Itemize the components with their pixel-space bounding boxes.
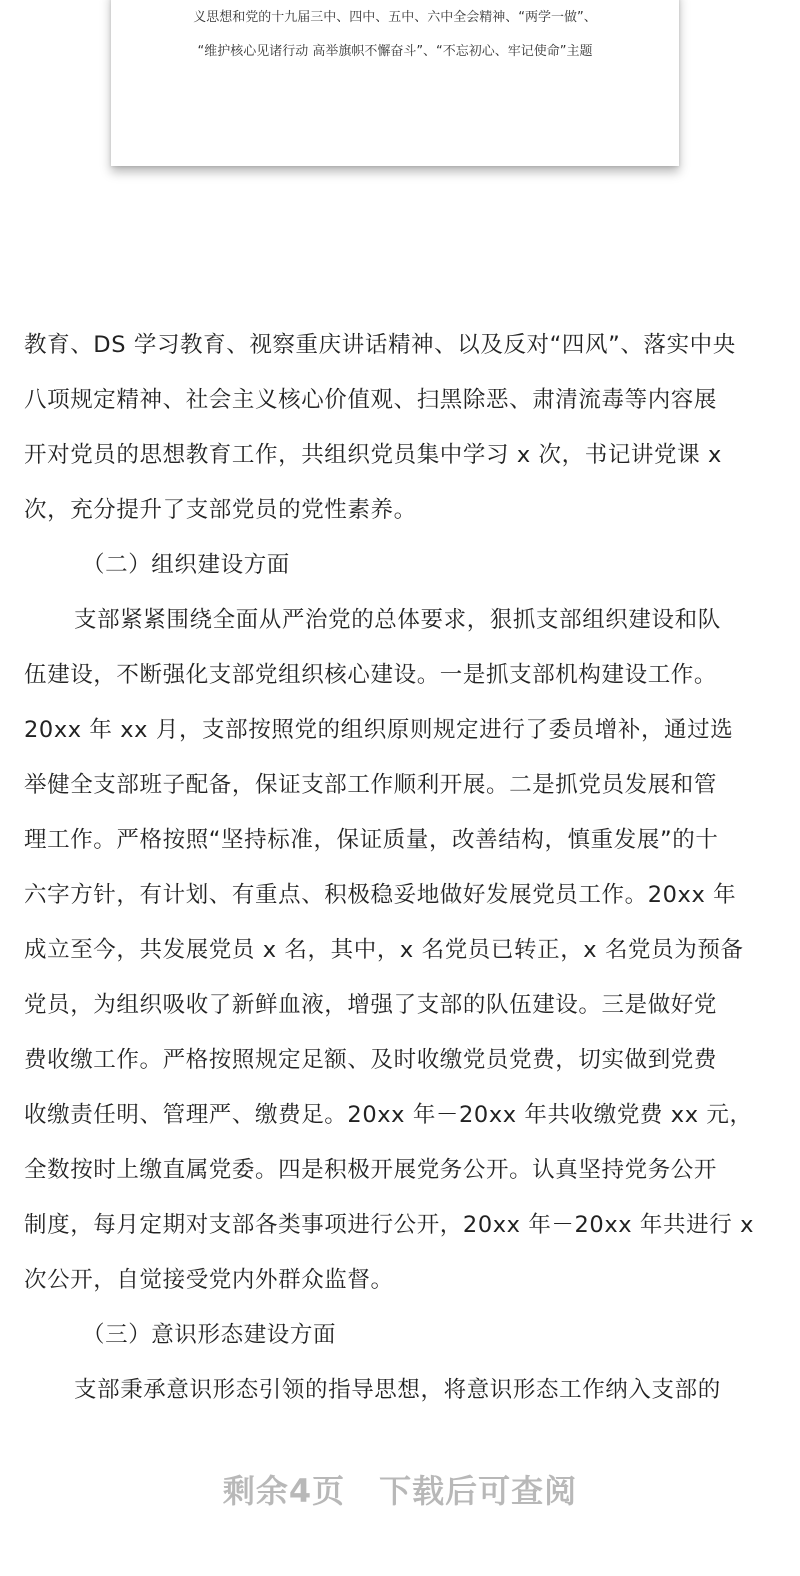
paragraph-line: 伍建设，不断强化支部党组织核心建设。一是抓支部机构建设工作。 xyxy=(24,662,718,688)
download-to-read-more-button[interactable] xyxy=(0,1468,800,1514)
download-hint-label: 下载后可查阅 xyxy=(379,1472,578,1510)
paragraph-line: 次，充分提升了支部党员的党性素养。 xyxy=(24,497,417,523)
preview-text-line: 义思想和党的十九届三中、四中、五中、六中全会精神、“两学一做”、 xyxy=(193,10,597,25)
paragraph-line: 支部秉承意识形态引领的指导思想，将意识形态工作纳入支部的 xyxy=(74,1377,721,1403)
paragraph-line: 费收缴工作。严格按照规定足额、及时收缴党员党费，切实做到党费 xyxy=(24,1047,718,1073)
document-preview-card xyxy=(111,0,679,166)
paragraph-line: 20xx 年 xx 月，支部按照党的组织原则规定进行了委员增补，通过选 xyxy=(24,717,734,743)
paragraph-line: 理工作。严格按照“坚持标准，保证质量，改善结构，慎重发展”的十 xyxy=(24,827,719,853)
paragraph-line: 教育、DS 学习教育、视察重庆讲话精神、以及反对“四风”、落实中央 xyxy=(24,332,736,358)
paragraph-line: 六字方针，有计划、有重点、积极稳妥地做好发展党员工作。20xx 年 xyxy=(24,882,737,908)
paragraph-line: 成立至今，共发展党员 x 名，其中，x 名党员已转正，x 名党员为预备 xyxy=(24,937,744,963)
paragraph-line: 党员，为组织吸收了新鲜血液，增强了支部的队伍建设。三是做好党 xyxy=(24,992,718,1018)
section-heading: （三）意识形态建设方面 xyxy=(82,1322,337,1348)
paragraph-line: 制度，每月定期对支部各类事项进行公开，20xx 年－20xx 年共进行 x xyxy=(24,1212,754,1238)
preview-text-line: “维护核心见诸行动 高举旗帜不懈奋斗”、“不忘初心、牢记使命”主题 xyxy=(197,44,593,59)
section-heading: （二）组织建设方面 xyxy=(82,552,290,578)
paragraph-line: 举健全支部班子配备，保证支部工作顺利开展。二是抓党员发展和管 xyxy=(24,772,718,798)
paragraph-line: 全数按时上缴直属党委。四是积极开展党务公开。认真坚持党务公开 xyxy=(24,1157,718,1183)
paragraph-line: 支部紧紧围绕全面从严治党的总体要求，狠抓支部组织建设和队 xyxy=(74,607,721,633)
paragraph-line: 次公开，自觉接受党内外群众监督。 xyxy=(24,1267,394,1293)
remaining-pages-label: 剩余4页 xyxy=(222,1472,346,1510)
paragraph-line: 收缴责任明、管理严、缴费足。20xx 年－20xx 年共收缴党费 xx 元， xyxy=(24,1102,753,1128)
paragraph-line: 八项规定精神、社会主义核心价值观、扫黑除恶、肃清流毒等内容展 xyxy=(24,387,718,413)
paragraph-line: 开对党员的思想教育工作，共组织党员集中学习 x 次，书记讲党课 x xyxy=(24,442,722,468)
